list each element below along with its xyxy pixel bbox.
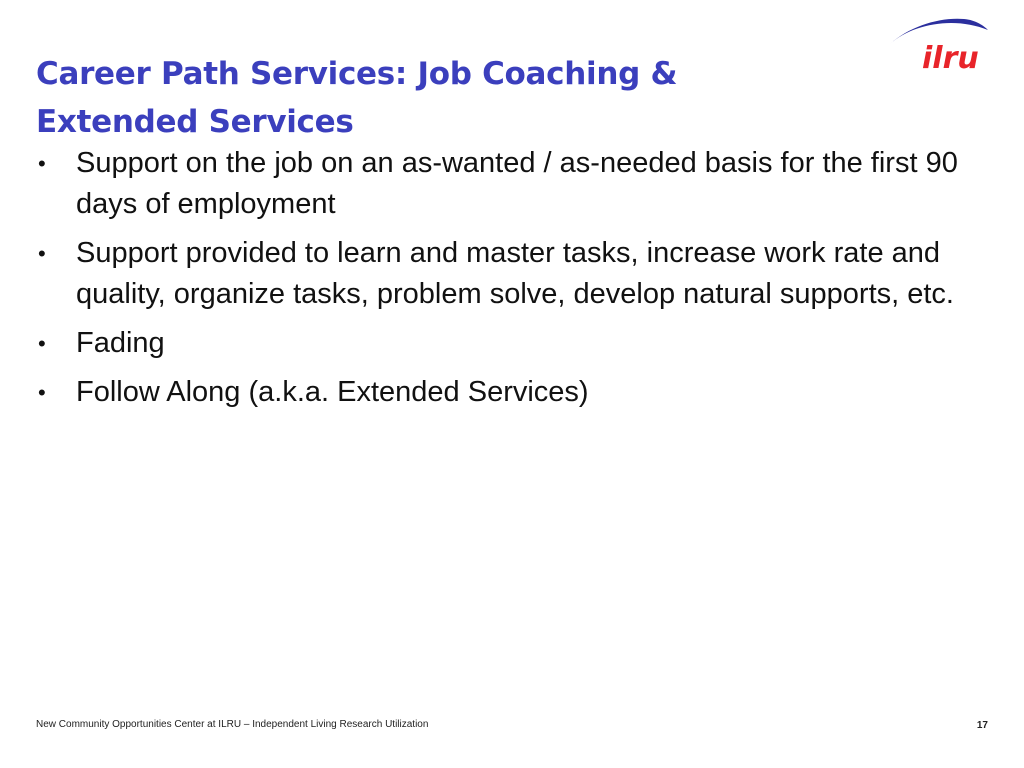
slide-title-line-1: Career Path Services: Job Coaching & bbox=[36, 56, 678, 92]
slide-title bbox=[36, 50, 836, 146]
bullet-item bbox=[36, 323, 976, 364]
bullet-item bbox=[36, 233, 976, 315]
bullet-text: Support on the job on an as-wanted / as-needed basis for the first 90 days of employment bbox=[76, 147, 958, 220]
bullet-dot: • bbox=[38, 151, 46, 176]
bullet-text: Fading bbox=[76, 327, 165, 359]
page-number: 17 bbox=[976, 720, 988, 731]
bullet-item bbox=[36, 143, 976, 225]
bullet-item bbox=[36, 372, 976, 413]
bullet-dot: • bbox=[38, 241, 46, 266]
logo-text: ilru bbox=[922, 41, 979, 76]
bullet-list bbox=[36, 143, 976, 421]
footer-text: New Community Opportunities Center at ILRU – Independent Living Research Utilization bbox=[36, 719, 429, 730]
slide-title-line-2: Extended Services bbox=[36, 104, 354, 140]
ilru-logo-icon bbox=[884, 14, 994, 76]
bullet-text: Support provided to learn and master tasks, increase work rate and quality, organize tasks, problem solve, develop natural supports, etc. bbox=[76, 237, 954, 310]
bullet-dot: • bbox=[38, 380, 46, 405]
bullet-text: Follow Along (a.k.a. Extended Services) bbox=[76, 376, 589, 408]
bullet-dot: • bbox=[38, 331, 46, 356]
